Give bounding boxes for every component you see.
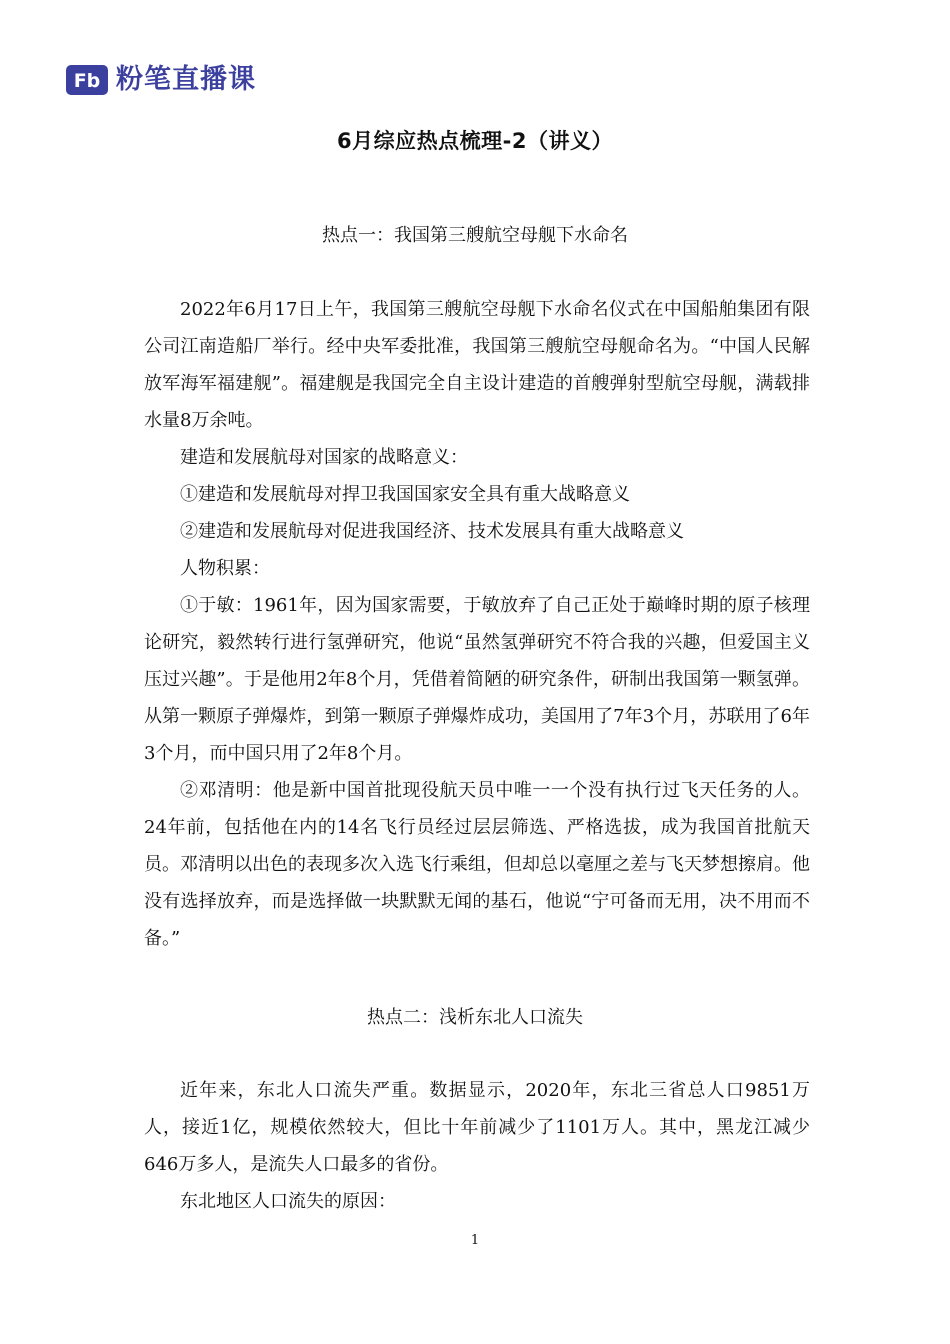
fb-logo-icon [66,65,108,95]
paragraph: ①建造和发展航母对捍卫我国国家安全具有重大战略意义 [180,484,630,505]
paragraph: 建造和发展航母对国家的战略意义： [180,447,468,468]
paragraph: 近年来，东北人口流失严重。数据显示，2020年，东北三省总人口9851万人，接近1亿，规模依然较大，但比十年前减少了1101万人。其中，黑龙江减少646万多人，是流失人口最多的省份。 [144,1080,810,1175]
section-heading-2: 热点二：浅析东北人口流失 [367,1007,583,1028]
page-number: 1 [470,1233,480,1248]
paragraph: ②邓清明：他是新中国首批现役航天员中唯一一个没有执行过飞天任务的人。24年前，包括他在内的14名飞行员经过层层筛选、严格选拔，成为我国首批航天员。邓清明以出色的表现多次入选飞行乘组，但却总以毫厘之差与飞天梦想擦肩。他没有选择放弃，而是选择做一块默默无闻的基石，他说“宁可备而无用，决不用而不备。” [144,780,810,949]
brand-name: 粉笔直播课 [116,64,256,95]
logo-mark-text: Fb [73,70,101,92]
brand-logo [66,62,256,98]
paragraph: ②建造和发展航母对促进我国经济、技术发展具有重大战略意义 [180,521,684,542]
paragraph: 人物积累： [180,558,270,579]
document-title: 6月综应热点梳理-2（讲义） [337,129,613,153]
section-heading-1: 热点一：我国第三艘航空母舰下水命名 [322,225,628,246]
paragraph: 2022年6月17日上午，我国第三艘航空母舰下水命名仪式在中国船舶集团有限公司江南造船厂举行。经中央军委批准，我国第三艘航空母舰命名为。“中国人民解放军海军福建舰”。福建舰是我国完全自主设计建造的首艘弹射型航空母舰，满载排水量8万余吨。 [144,299,810,431]
paragraph: 东北地区人口流失的原因： [180,1191,396,1212]
paragraph: ①于敏：1961年，因为国家需要，于敏放弃了自己正处于巅峰时期的原子核理论研究，毅然转行进行氢弹研究，他说“虽然氢弹研究不符合我的兴趣，但爱国主义压过兴趣”。于是他用2年8个月，凭借着简陋的研究条件，研制出我国第一颗氢弹。从第一颗原子弹爆炸，到第一颗原子弹爆炸成功，美国用了7年3个月，苏联用了6年3个月，而中国只用了2年8个月。 [144,595,810,764]
